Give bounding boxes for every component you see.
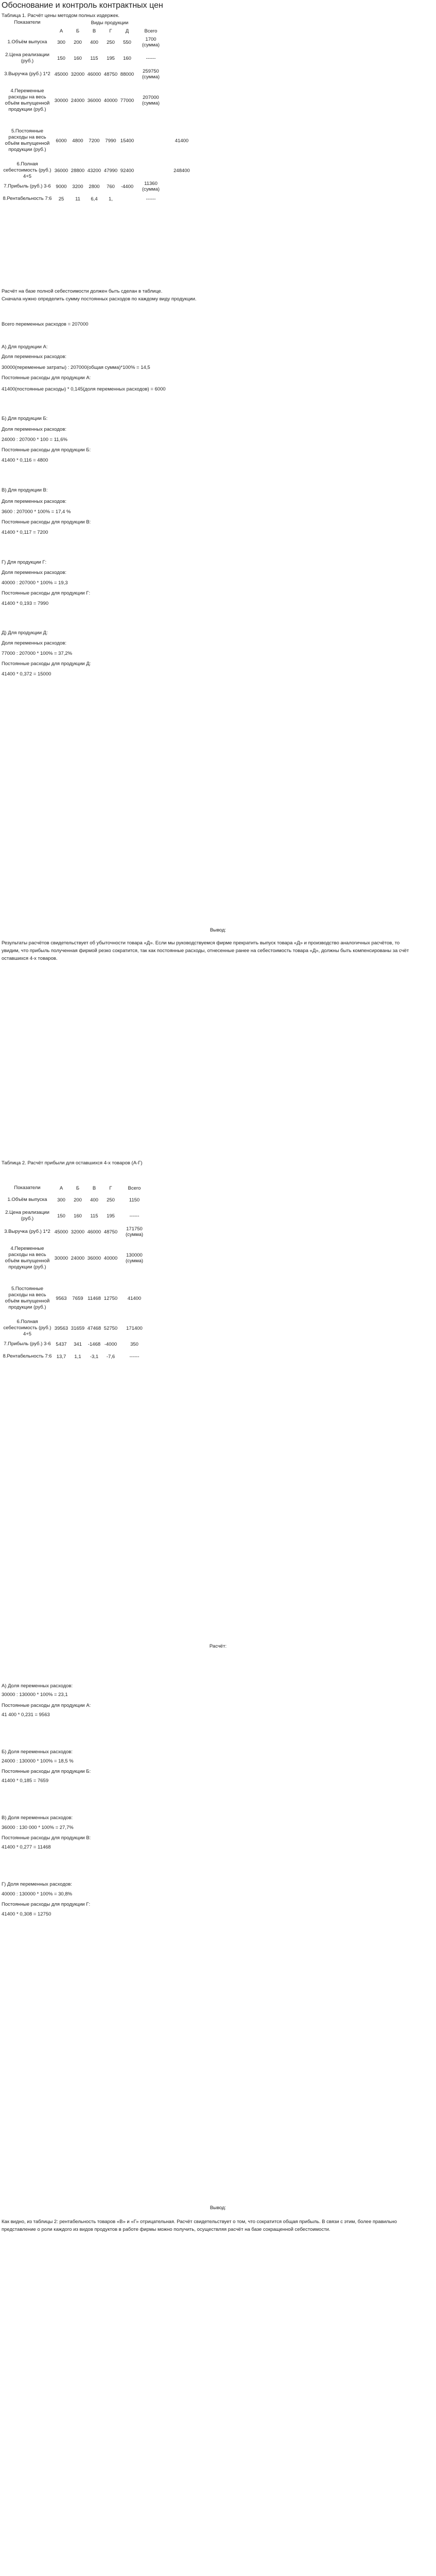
calc-line: 41400 * 0,117 = 7200 [2,530,48,535]
table-header-row [2,1182,150,1194]
table2 [2,1182,150,1363]
table-cell: 52750 [103,1325,118,1331]
conclusion1-heading: Вывод: [210,927,226,933]
calc-line: 3600 : 207000 * 100% = 17,4 % [2,509,71,515]
table-cell: 760 [107,183,115,190]
table-cell: ------ [146,196,156,202]
calc-line: Постоянные расходы для продукции В: [2,519,91,525]
table-cell: -3,1 [90,1353,99,1360]
table-cell: 43200 [87,167,101,174]
table-cell: 300 [57,39,65,45]
table-cell: 77000 [120,97,134,104]
header-cell: Показатели [14,20,41,25]
table-cell: 48750 [103,1229,118,1235]
header-cell: В [92,28,96,34]
calc-line: Д) Для продукции Д: [2,630,48,636]
table-cell: 195 [107,55,115,61]
calc-line: 41400 * 0,277 = 11468 [2,1844,51,1850]
table-cell: 115 [90,1213,98,1219]
table-cell: 400 [90,39,98,45]
table-cell: 41400 [127,1295,142,1301]
table-cell: 9000 [56,183,67,190]
table-cell: 11360 (сумма) [142,181,160,192]
table-cell: 24000 [71,97,85,104]
table-cell: 7200 [89,138,100,144]
header-cell: Г [109,1185,112,1191]
table-cell: -4400 [120,183,134,190]
table-cell: 171750 (сумма) [125,1226,144,1238]
header-cell: Д [125,28,129,34]
table-row [2,36,197,48]
table-row [2,180,197,193]
table-cell: 32000 [71,1229,85,1235]
calc-line: 24000 : 207000 * 100 = 11,6% [2,437,67,443]
calc-line: А) Доля переменных расходов: [2,1683,73,1689]
table-cell: 88000 [120,71,134,77]
calc-line: Постоянные расходы для продукции Б: [2,1769,91,1774]
table-cell: 2800 [89,183,100,190]
calc-line: Доля переменных расходов: [2,570,67,575]
table1 [2,20,197,205]
table-cell: -7,6 [106,1353,115,1360]
row-label: 2.Цена реализации (руб.) [5,52,49,64]
table-cell: 250 [107,39,115,45]
table-cell: 341 [74,1341,82,1347]
table-cell: 45000 [54,1229,68,1235]
table-cell: 46000 [87,1229,101,1235]
table-cell: 550 [123,39,131,45]
table-cell: 28800 [71,167,85,174]
conclusion2-heading: Вывод: [210,2205,226,2211]
table-row [2,1226,150,1238]
table-cell: 1700 (сумма) [142,37,160,48]
header-cell [2,26,53,36]
table-row [2,1238,150,1278]
table-row [2,193,197,205]
calc2-heading: Расчёт: [209,1643,227,1649]
table-cell: 160 [74,55,82,61]
table-cell: 150 [57,55,65,61]
table1-caption: Таблица 1. Расчёт цены методом полных издержек. [2,13,119,19]
calc-line: 40000 : 130000 * 100% = 30,8% [2,1891,73,1897]
table-cell: 200 [74,39,82,45]
table-row [2,1206,150,1226]
row-label: 4.Переменные расходы на весь объём выпущенной продукции (руб.) [5,88,50,112]
calc-line: Всего переменных расходов = 207000 [2,321,89,327]
table-cell: 24000 [71,1255,85,1261]
table-cell: -1468 [88,1341,101,1347]
table-cell: 1150 [129,1197,140,1203]
calc-line: 41400 * 0,193 = 7990 [2,601,49,606]
table-cell: ------ [146,55,156,61]
calc-line: 41400(постоянные расходы) * 0,145(доля переменных расходов) = 6000 [2,386,166,392]
calc-line: 41400 * 0,185 = 7659 [2,1778,49,1784]
table-cell: 12750 [103,1295,118,1301]
table-cell: 25 [58,196,64,202]
table-cell: 7659 [72,1295,83,1301]
row-label: 1.Объём выпуска [7,1197,47,1202]
table-cell: 15400 [120,138,134,144]
table-cell: 1, [109,196,113,202]
table-cell: 31659 [71,1325,85,1331]
calc-line: Доля переменных расходов: [2,354,67,360]
table-cell: ------ [129,1213,139,1219]
table-cell: 7990 [105,138,116,144]
table-cell: 350 [130,1341,138,1347]
table-cell: 92400 [120,167,134,174]
calc-line: 77000 : 207000 * 100% = 37,2% [2,651,73,656]
table-cell: 30000 [54,1255,68,1261]
calc-line: Постоянные расходы для продукции Б: [2,447,91,453]
table-cell: 3200 [72,183,83,190]
calc-line: 41 400 * 0,231 = 9563 [2,1712,50,1718]
table-cell: 259750 (сумма) [142,69,160,80]
calc-line: Постоянные расходы для продукции Г: [2,590,91,596]
calc-line: Постоянные расходы для продукции Г: [2,1902,91,1907]
table-cell: 47468 [87,1325,101,1331]
table-row [2,48,197,68]
table-cell: 46000 [87,71,101,77]
table-cell: 6,4 [91,196,98,202]
calc-line: 41400 * 0,372 = 15000 [2,671,51,677]
table-cell: 36000 [87,1255,101,1261]
header-cell: В [92,1185,96,1191]
calc-line: Расчёт на базе полной себестоимости должен быть сделан в таблице. [2,289,163,294]
row-label: 8.Рентабельность 7:6 [3,196,52,201]
calc-line: Г) Для продукции Г: [2,560,47,565]
header-cell: Всего [144,28,158,34]
page-title: Обоснование и контроль контрактных цен [2,1,163,10]
table-cell: 248400 [173,167,190,174]
table-cell: 32000 [71,71,85,77]
table-cell: 115 [90,55,98,61]
row-label: 6.Полная себестоимость (руб.) 4+5 [3,161,51,179]
row-label: 7.Прибыль (руб.) 3-6 [4,1341,51,1347]
table-cell: 171400 [126,1325,143,1331]
table-cell: ------ [129,1353,139,1360]
calc-line: 41400 * 0,308 = 12750 [2,1911,51,1917]
calc-line: Постоянные расходы для продукции Д: [2,661,91,667]
row-label: 2.Цена реализации (руб.) [5,1210,49,1222]
table-cell [135,161,166,180]
row-label: 6.Полная себестоимость (руб.) 4+5 [3,1319,51,1337]
row-label: 5.Постоянные расходы на весь объём выпущенной продукции (руб.) [5,128,50,152]
calc-line: Сначала нужно определить сумму постоянных расходов по каждому виду продукции. [2,296,197,302]
calc-line: 36000 : 130 000 * 100% = 27,7% [2,1825,74,1831]
row-label: 3.Выручка (руб.) 1*2 [4,1229,50,1234]
table-cell: 36000 [87,97,101,104]
calc-line: Доля переменных расходов: [2,640,67,646]
header-cell: Б [76,28,80,34]
row-label: 8.Рентабельность 7:6 [3,1353,52,1359]
table-row [2,121,197,161]
header-cell: Г [109,28,112,34]
table-row [2,80,197,121]
table-header-row [2,20,197,26]
header-cell: Всего [128,1185,141,1191]
header-cell: А [59,1185,63,1191]
table-cell: 250 [107,1197,115,1203]
table-cell: -4000 [104,1341,117,1347]
table-cell: 4800 [72,138,83,144]
table-row [2,1278,150,1318]
table-cell: 5437 [56,1341,67,1347]
table-cell: 6000 [56,138,67,144]
calc-line: Б) Доля переменных расходов: [2,1749,73,1755]
table-row [2,1194,150,1206]
table-cell: 160 [74,1213,82,1219]
table-header-row [2,26,197,36]
calc-line: 30000(переменные затраты) : 207000(общая сумма)*100% = 14,5 [2,365,150,370]
table-row [2,1318,150,1338]
header-cell: Виды продукции [91,20,129,26]
table-cell: 13,7 [56,1353,66,1360]
table-cell: 160 [123,55,131,61]
calc-line: Доля переменных расходов: [2,499,67,504]
conclusion1-text: Результаты расчётов свидетельствует об убыточности товара «Д». Если мы руководствуемся фирме прекратить выпуск товара «Д» и производство аналогичных расчётов, то увидим, что прибыль полученная фирмой резко сократится, так как постоянные расходы, отнесенные ранее на себестоимость товара «Д», должны быть компенсированы за счёт оставшихся 4-х товаров. [2,940,409,961]
calc-line: В) Доля переменных расходов: [2,1815,73,1821]
calc-line: Постоянные расходы для продукции А: [2,1703,91,1708]
calc-line: 41400 * 0,116 = 4800 [2,457,48,463]
table-cell: 400 [90,1197,98,1203]
header-cell: Б [76,1185,80,1191]
row-label: 7.Прибыль (руб.) 3-6 [4,183,51,189]
header-cell: Показатели [14,1185,41,1191]
calc-line: А) Для продукции А: [2,344,48,350]
table-cell: 1,1 [74,1353,81,1360]
table-cell: 130000 (сумма) [125,1252,144,1264]
calc-line: 30000 : 130000 * 100% = 23,1 [2,1692,68,1698]
table-cell [135,121,166,161]
header-cell: А [59,28,63,34]
calc-line: Доля переменных расходов: [2,427,67,432]
table-row [2,161,197,180]
calc-line: Постоянные расходы для продукции А: [2,375,91,381]
table-cell [119,193,135,205]
table-cell: 45000 [54,71,68,77]
conclusion2-text: Как видно, из таблицы 2: рентабельность товаров «В» и «Г» отрицательная. Расчёт свидетельствует о том, что сократится общая прибыль. В связи с этим, более правильно представление о роли каждого из видов продуктов в работе фирмы можно получить, осуществляя расчёт на базе сокращенной себестоимости. [2,2219,397,2232]
calc-line: В) Для продукции В: [2,487,48,493]
table-cell: 40000 [103,1255,118,1261]
row-label: 3.Выручка (руб.) 1*2 [4,71,50,77]
calc-line: Г) Доля переменных расходов: [2,1882,72,1887]
calc-line: Б) Для продукции Б: [2,416,48,421]
table-cell: 47990 [103,167,118,174]
table-cell: 300 [57,1197,65,1203]
row-label: 1.Объём выпуска [7,39,47,45]
table-cell: 11 [75,196,80,202]
table-row [2,68,197,80]
table-cell: 48750 [103,71,118,77]
table-cell: 41400 [175,138,189,144]
table-cell: 39563 [54,1325,68,1331]
table-cell: 30000 [54,97,68,104]
table-cell: 200 [74,1197,82,1203]
calc-line: Постоянные расходы для продукции В: [2,1835,91,1841]
row-label: 5.Постоянные расходы на весь объём выпущенной продукции (руб.) [5,1286,50,1310]
table-cell: 9563 [56,1295,67,1301]
table2-caption: Таблица 2. Расчёт прибыли для оставшихся 4-х товаров (А-Г) [2,1160,143,1166]
table-cell: 207000 (сумма) [142,95,160,106]
table-cell: 36000 [54,167,68,174]
table-row [2,1338,150,1350]
table-row [2,1350,150,1363]
row-label: 4.Переменные расходы на весь объём выпущенной продукции (руб.) [5,1246,50,1270]
table-cell: 40000 [103,97,118,104]
calc-line: 40000 : 207000 * 100% = 19,3 [2,580,68,586]
table-cell: 150 [57,1213,65,1219]
table-cell: 11468 [88,1295,101,1301]
table-cell: 195 [107,1213,115,1219]
calc-line: 24000 : 130000 * 100% = 18,5 % [2,1758,74,1764]
